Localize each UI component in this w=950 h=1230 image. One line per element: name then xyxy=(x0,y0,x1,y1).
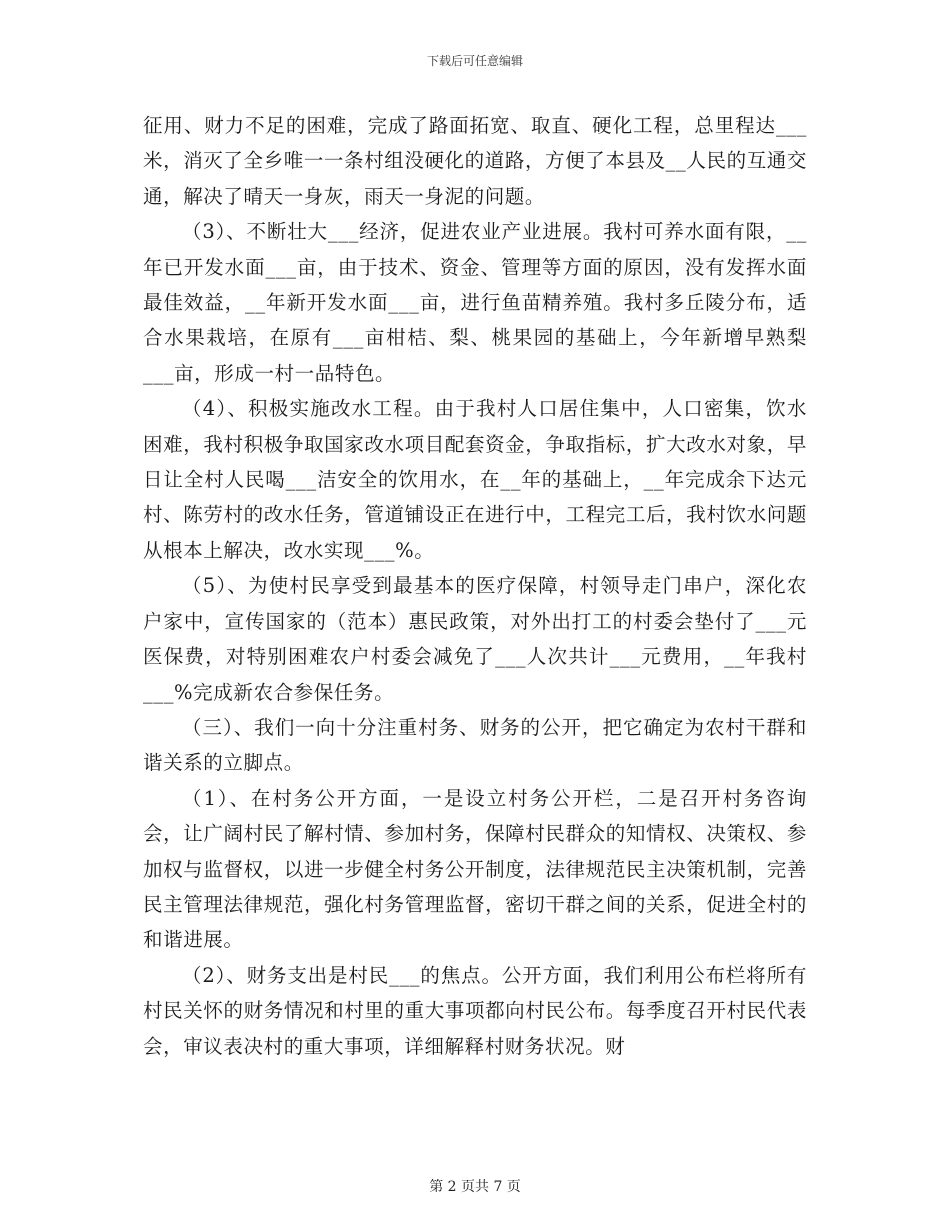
paragraph-finance: （2）、财务支出是村民___的焦点。公开方面，我们利用公布栏将所有村民关怀的财务情况和村里的重大事项都向村民公布。每季度召开村民代表会，审议表决村的重大事项，详细解释村财务状况。财 xyxy=(143,963,807,1058)
document-body xyxy=(143,108,807,1064)
paragraph-village-affairs: （1）、在村务公开方面，一是设立村务公开栏，二是召开村务咨询会，让广阔村民了解村情、参加村务，保障村民群众的知情权、决策权、参加权与监督权，以进一步健全村务公开制度，法律规范民主决策机制，完善民主管理法律规范，强化村务管理监督，密切干群之间的关系，促进全村的和谐进展。 xyxy=(143,786,807,952)
page-header: 下载后可任意编辑 xyxy=(426,54,523,68)
paragraph-water-project: （4）、积极实施改水工程。由于我村人口居住集中，人口密集，饮水困难，我村积极争取国家改水项目配套资金，争取指标，扩大改水对象，早日让全村人民喝___洁安全的饮用水，在__年的基础上，__年完成余下达元村、陈劳村的改水任务，管道铺设正在进行中，工程完工后，我村饮水问题从根本上解决，改水实现___%。 xyxy=(143,397,807,562)
paragraph-continuation: 征用、财力不足的困难，完成了路面拓宽、取直、硬化工程，总里程达___米，消灭了全乡唯一一条村组没硬化的道路，方便了本县及__人民的互通交通，解决了晴天一身灰，雨天一身泥的问题。 xyxy=(143,114,807,208)
paragraph-section-three: （三）、我们一向十分注重村务、财务的公开，把它确定为农村干群和谐关系的立脚点。 xyxy=(143,715,807,775)
paragraph-economy: （3）、不断壮大___经济，促进农业产业进展。我村可养水面有限，__年已开发水面___亩，由于技术、资金、管理等方面的原因，没有发挥水面最佳效益，__年新开发水面___亩，进行鱼苗精养殖。我村多丘陵分布，适合水果栽培，在原有___亩柑桔、梨、桃果园的基础上，今年新增早熟梨___亩，形成一村一品特色。 xyxy=(143,220,807,385)
paragraph-medical: （5）、为使村民享受到最基本的医疗保障，村领导走门串户，深化农户家中，宣传国家的（范本）惠民政策，对外出打工的村委会垫付了___元医保费，对特别困难农户村委会减免了___人次共计___元费用，__年我村___%完成新农合参保任务。 xyxy=(143,574,807,704)
page-footer: 第 2 页共 7 页 xyxy=(429,1179,521,1195)
